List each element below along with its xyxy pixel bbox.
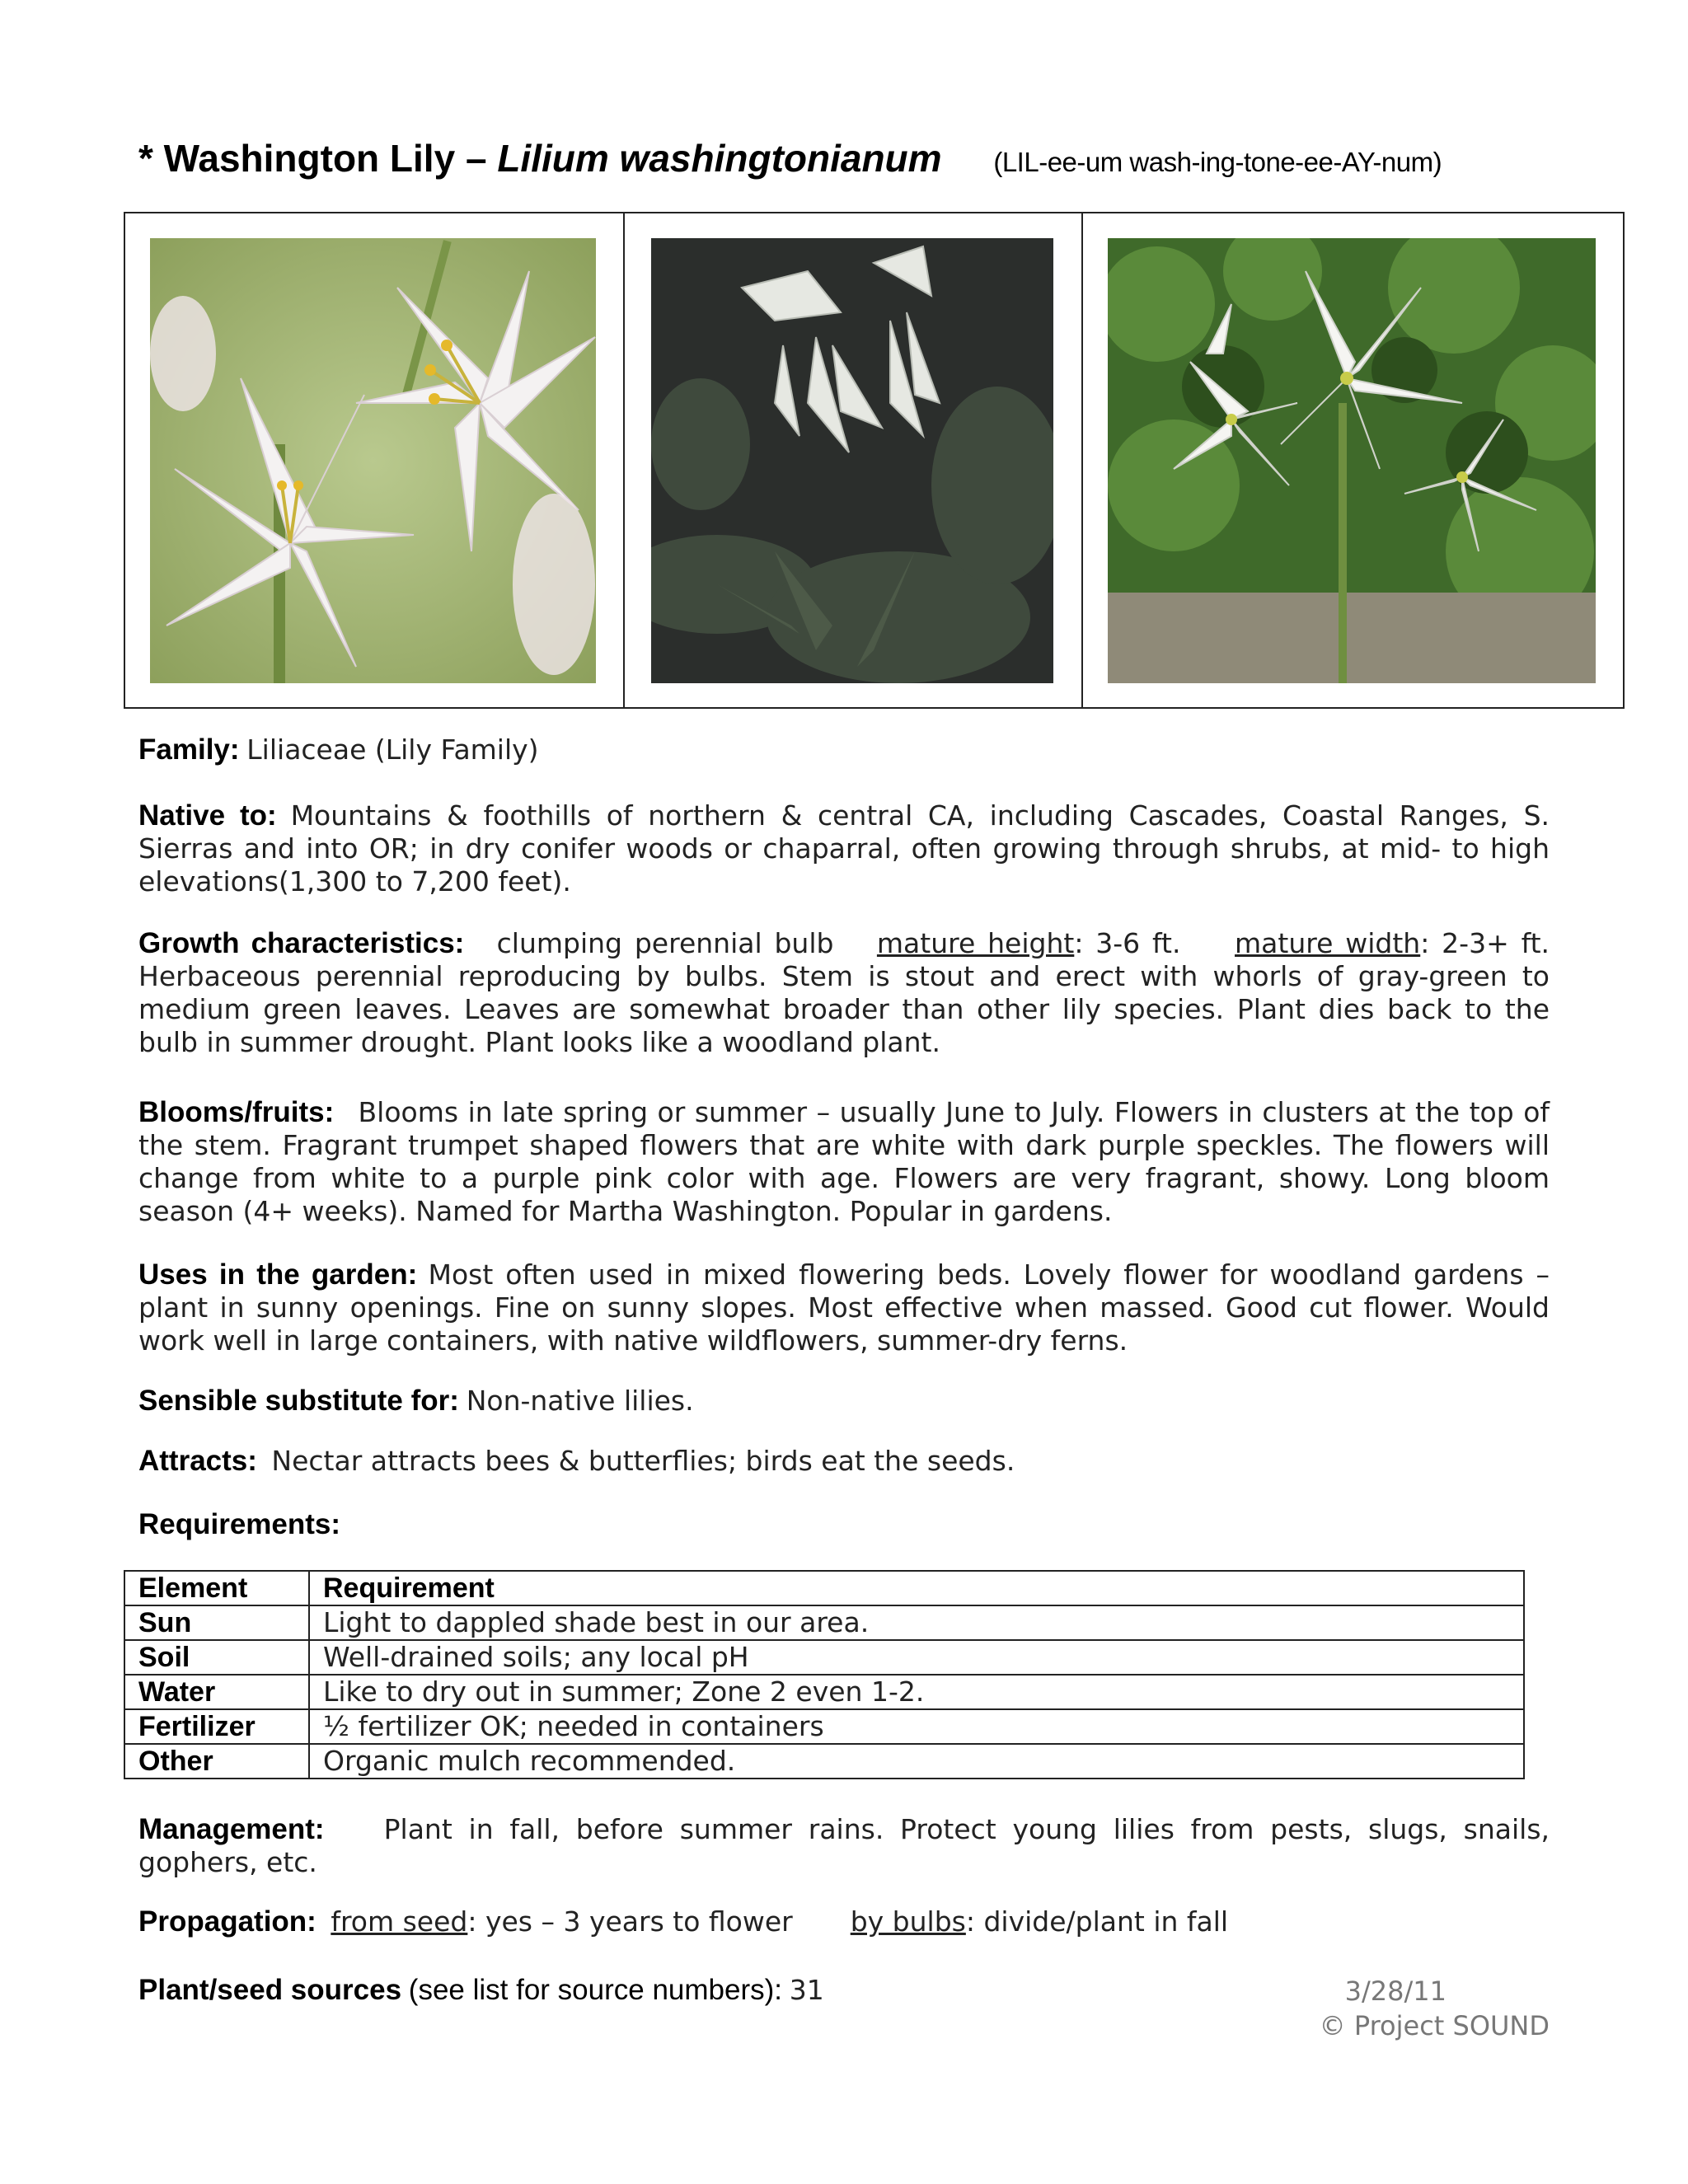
substitute-section [138, 1385, 1550, 1418]
growth-section [138, 927, 1550, 1059]
mature-width-value: : 2-3+ ft. [1420, 927, 1550, 959]
latin-name: Lilium washingtonianum [497, 137, 942, 180]
management-section [138, 1813, 1550, 1879]
sources-note: (see list for source numbers): [408, 1974, 783, 2006]
table-row [124, 1640, 1524, 1675]
copyright: © Project SOUND [1319, 2010, 1550, 2041]
growth-label: Growth characteristics: [138, 927, 465, 959]
page-title [138, 136, 1442, 180]
photo-strip [124, 212, 1625, 709]
header-requirement: Requirement [309, 1571, 1524, 1605]
native-label: Native to: [138, 799, 277, 832]
uses-label: Uses in the garden: [138, 1258, 418, 1291]
uses-value: Most often used in mixed flowering beds. Lovely flower for woodland gardens – plant in sunny openings. Fine on sunny slopes. Most effective when massed. Good cut flower. Would work well in large containers, with native wildflowers, summer-dry ferns. [138, 1258, 1550, 1357]
element-cell: Sun [124, 1605, 309, 1640]
growth-description: Herbaceous perennial reproducing by bulbs. Stem is stout and erect with whorls of gray-green to medium green leaves. Leaves are somewhat broader than other lily species. Plant dies back to the bulb in summer drought. Plant looks like a woodland plant. [138, 960, 1550, 1058]
sources-value: 31 [789, 1974, 824, 2006]
requirements-table [124, 1570, 1525, 1779]
native-value: Mountains & foothills of northern & central CA, including Cascades, Coastal Ranges, S. Sierras and into OR; in dry conifer woods or chaparral, often growing through shrubs, at mid- to high elevations(1,300 to 7,200 feet). [138, 799, 1550, 898]
footer [1320, 1974, 1550, 2043]
bulb-label: by bulbs [850, 1905, 966, 1938]
sources-label: Plant/seed sources [138, 1974, 402, 2006]
pronunciation: (LIL-ee-um wash-ing-tone-ee-AY-num) [993, 147, 1442, 177]
element-cell: Soil [124, 1640, 309, 1675]
element-cell: Water [124, 1675, 309, 1709]
growth-type: clumping perennial bulb [496, 927, 834, 959]
table-row [124, 1744, 1524, 1779]
requirement-cell: Well-drained soils; any local pH [309, 1640, 1524, 1675]
table-row [124, 1709, 1524, 1744]
attracts-value: Nectar attracts bees & butterflies; birds eat the seeds. [271, 1445, 1015, 1477]
requirements-section [138, 1508, 1550, 1541]
sources-section [138, 1974, 1292, 2007]
mature-height-label: mature height [876, 927, 1075, 959]
mature-height-value: : 3-6 ft. [1074, 927, 1181, 959]
management-value: Plant in fall, before summer rains. Protect young lilies from pests, slugs, snails, gophers, etc. [138, 1813, 1550, 1878]
lily-nodding-photo [651, 238, 1053, 683]
family-section [138, 733, 1550, 766]
native-section [138, 799, 1550, 898]
bulb-value: : divide/plant in fall [965, 1905, 1229, 1938]
mature-width-label: mature width [1235, 927, 1421, 959]
substitute-value: Non-native lilies. [466, 1385, 694, 1417]
photo-divider [1081, 213, 1083, 707]
photo-divider [623, 213, 625, 707]
seed-label: from seed [331, 1905, 468, 1938]
blooms-section [138, 1096, 1550, 1228]
element-cell: Other [124, 1744, 309, 1779]
substitute-label: Sensible substitute for: [138, 1385, 459, 1417]
family-value: Liliaceae (Lily Family) [246, 733, 539, 766]
requirements-label: Requirements: [138, 1508, 341, 1540]
lily-closeup-photo [150, 238, 596, 683]
date-stamp: 3/28/11 [1344, 1975, 1447, 2007]
table-row [124, 1675, 1524, 1709]
management-label: Management: [138, 1813, 325, 1845]
propagation-section [138, 1905, 1550, 1938]
blooms-label: Blooms/fruits: [138, 1096, 335, 1128]
attracts-label: Attracts: [138, 1445, 257, 1477]
requirement-cell: Light to dappled shade best in our area. [309, 1605, 1524, 1640]
uses-section [138, 1258, 1550, 1357]
table-row [124, 1605, 1524, 1640]
requirement-cell: Like to dry out in summer; Zone 2 even 1-2. [309, 1675, 1524, 1709]
blooms-value: Blooms in late spring or summer – usually June to July. Flowers in clusters at the top of the stem. Fragrant trumpet shaped flowers that are white with dark purple speckles. The flowers will change from white to a purple pink color with age. Flowers are very fragrant, showy. Long bloom season (4+ weeks). Named for Martha Washington. Popular in gardens. [138, 1096, 1550, 1227]
requirement-cell: ½ fertilizer OK; needed in containers [309, 1709, 1524, 1744]
table-header-row [124, 1571, 1524, 1605]
header-element: Element [124, 1571, 309, 1605]
lily-plant-photo [1108, 238, 1596, 683]
seed-value: : yes – 3 years to flower [467, 1905, 793, 1938]
title-dash: – [465, 137, 487, 180]
requirement-cell: Organic mulch recommended. [309, 1744, 1524, 1779]
propagation-label: Propagation: [138, 1905, 316, 1938]
family-label: Family: [138, 733, 240, 766]
attracts-section [138, 1445, 1550, 1478]
element-cell: Fertilizer [124, 1709, 309, 1744]
common-name: * Washington Lily [138, 137, 456, 180]
